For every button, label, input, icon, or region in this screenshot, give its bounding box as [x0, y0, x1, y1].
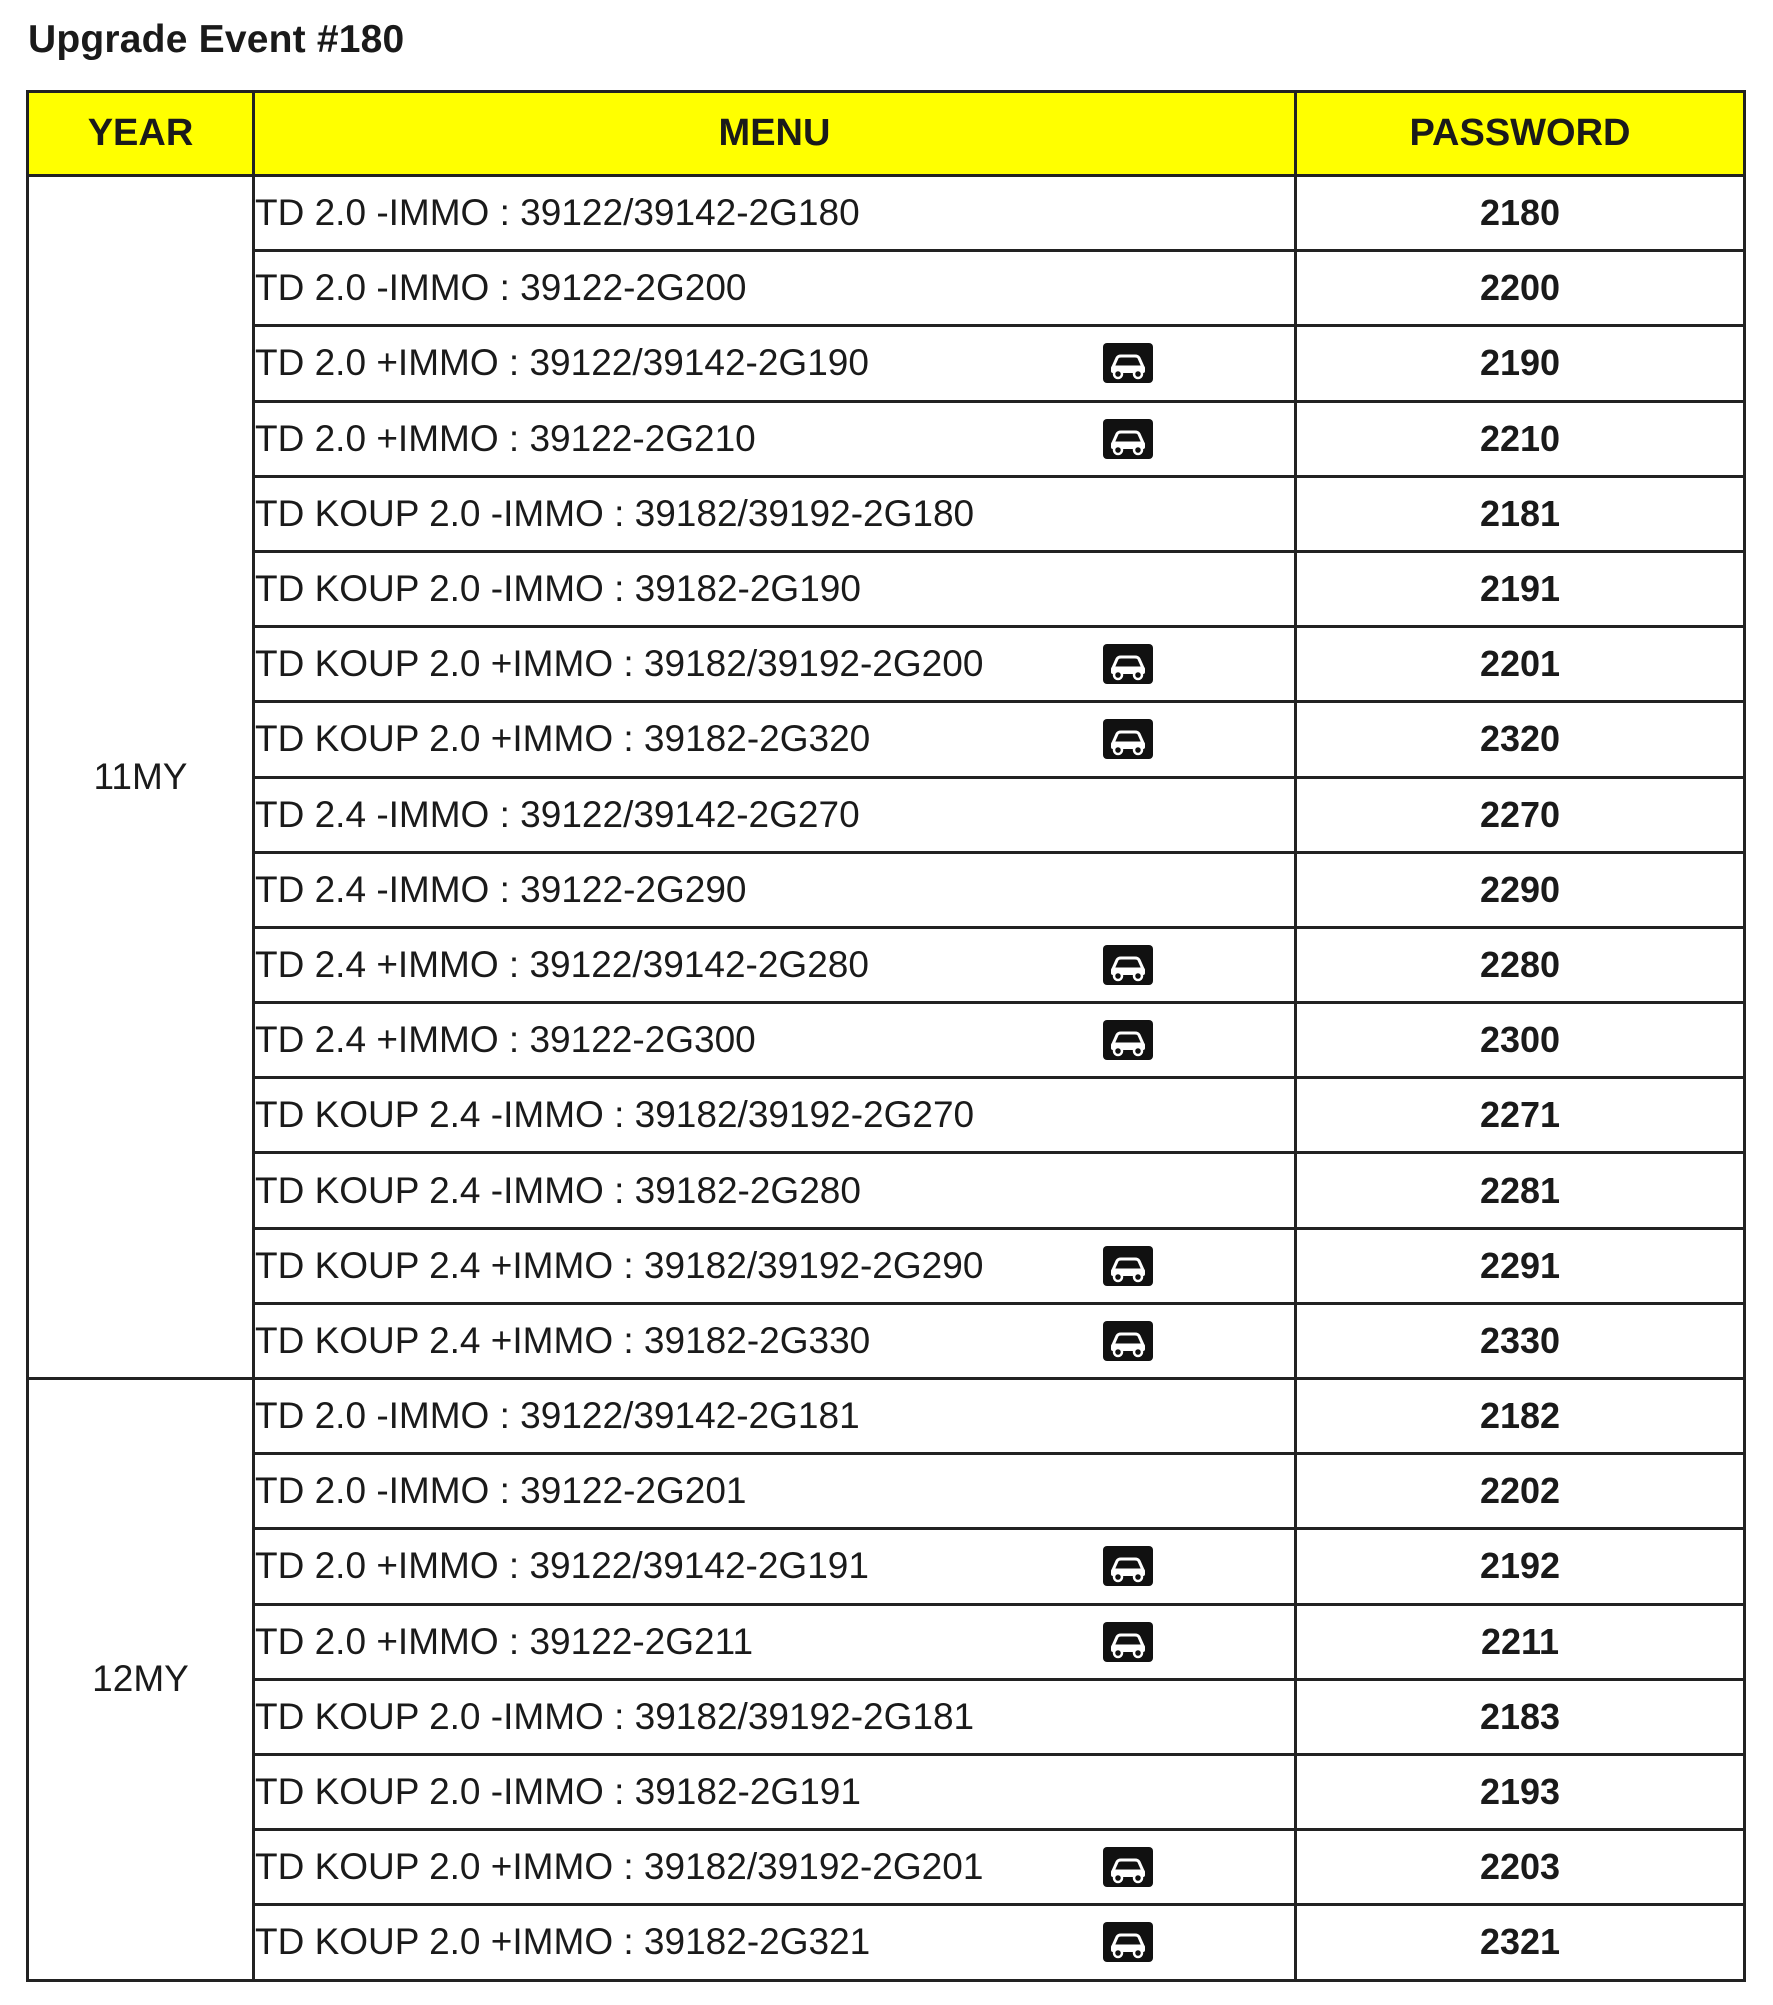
- menu-label: TD KOUP 2.0 +IMMO : 39182/39192-2G201: [255, 1846, 984, 1888]
- menu-column-header: MENU: [254, 92, 1296, 176]
- menu-label: TD KOUP 2.0 +IMMO : 39182-2G320: [255, 718, 871, 760]
- menu-cell: [254, 702, 1296, 777]
- menu-label: TD KOUP 2.0 -IMMO : 39182/39192-2G181: [255, 1695, 975, 1737]
- menu-label: TD 2.0 +IMMO : 39122/39142-2G190: [255, 342, 869, 384]
- car-key-icon: [1103, 1922, 1153, 1962]
- menu-cell: [254, 476, 1296, 551]
- table-row: [28, 1830, 1745, 1905]
- year-cell: 12MY: [28, 1379, 254, 1981]
- password-cell: 2201: [1296, 627, 1745, 702]
- year-column-header: YEAR: [28, 92, 254, 176]
- menu-cell: [254, 251, 1296, 326]
- table-row: [28, 1003, 1745, 1078]
- menu-cell: [254, 1454, 1296, 1529]
- menu-label: TD 2.0 +IMMO : 39122-2G211: [255, 1620, 754, 1662]
- menu-cell: [254, 1679, 1296, 1754]
- car-key-icon: [1103, 1546, 1153, 1586]
- menu-cell: [254, 1604, 1296, 1679]
- password-cell: 2291: [1296, 1228, 1745, 1303]
- menu-cell: [254, 1303, 1296, 1378]
- table-row: [28, 1303, 1745, 1378]
- menu-cell: [254, 1754, 1296, 1829]
- car-key-icon: [1103, 719, 1153, 759]
- menu-label: TD 2.4 +IMMO : 39122/39142-2G280: [255, 943, 869, 985]
- password-cell: 2203: [1296, 1830, 1745, 1905]
- menu-cell: [254, 1228, 1296, 1303]
- menu-label: TD 2.4 -IMMO : 39122/39142-2G270: [255, 793, 860, 835]
- car-key-icon: [1103, 1246, 1153, 1286]
- table-header-row: [28, 92, 1745, 176]
- menu-cell: [254, 1905, 1296, 1980]
- password-cell: 2190: [1296, 326, 1745, 401]
- table-row: [28, 251, 1745, 326]
- car-key-icon: [1103, 1020, 1153, 1060]
- menu-cell: [254, 927, 1296, 1002]
- password-cell: 2210: [1296, 401, 1745, 476]
- menu-cell: [254, 1830, 1296, 1905]
- password-cell: 2191: [1296, 551, 1745, 626]
- table-row: [28, 927, 1745, 1002]
- menu-label: TD KOUP 2.4 +IMMO : 39182-2G330: [255, 1319, 871, 1361]
- menu-cell: [254, 627, 1296, 702]
- menu-label: TD KOUP 2.0 -IMMO : 39182/39192-2G180: [255, 492, 975, 534]
- menu-cell: [254, 401, 1296, 476]
- password-cell: 2193: [1296, 1754, 1745, 1829]
- menu-cell: [254, 1153, 1296, 1228]
- menu-label: TD 2.0 -IMMO : 39122/39142-2G180: [255, 192, 860, 234]
- menu-label: TD 2.0 -IMMO : 39122-2G201: [255, 1470, 747, 1512]
- password-cell: 2281: [1296, 1153, 1745, 1228]
- car-key-icon: [1103, 945, 1153, 985]
- menu-cell: [254, 1529, 1296, 1604]
- car-key-icon: [1103, 1622, 1153, 1662]
- car-key-icon: [1103, 343, 1153, 383]
- menu-label: TD KOUP 2.0 +IMMO : 39182/39192-2G200: [255, 643, 984, 685]
- menu-cell: [254, 852, 1296, 927]
- password-cell: 2180: [1296, 176, 1745, 251]
- table-row: [28, 1379, 1745, 1454]
- menu-label: TD KOUP 2.0 +IMMO : 39182-2G321: [255, 1921, 871, 1963]
- menu-cell: [254, 176, 1296, 251]
- upgrade-password-table: [26, 90, 1746, 1982]
- table-row: [28, 551, 1745, 626]
- car-key-icon: [1103, 644, 1153, 684]
- password-cell: 2320: [1296, 702, 1745, 777]
- menu-label: TD 2.4 -IMMO : 39122-2G290: [255, 868, 747, 910]
- table-row: [28, 1905, 1745, 1980]
- table-row: [28, 777, 1745, 852]
- password-cell: 2200: [1296, 251, 1745, 326]
- menu-cell: [254, 777, 1296, 852]
- menu-cell: [254, 1003, 1296, 1078]
- car-key-icon: [1103, 1321, 1153, 1361]
- table-row: [28, 176, 1745, 251]
- menu-label: TD 2.4 +IMMO : 39122-2G300: [255, 1019, 756, 1061]
- table-row: [28, 627, 1745, 702]
- password-column-header: PASSWORD: [1296, 92, 1745, 176]
- menu-label: TD KOUP 2.4 -IMMO : 39182-2G280: [255, 1169, 861, 1211]
- car-key-icon: [1103, 1847, 1153, 1887]
- password-cell: 2280: [1296, 927, 1745, 1002]
- table-row: [28, 1078, 1745, 1153]
- menu-label: TD KOUP 2.4 -IMMO : 39182/39192-2G270: [255, 1094, 975, 1136]
- table-row: [28, 1454, 1745, 1529]
- table-body: [28, 176, 1745, 1981]
- year-cell: 11MY: [28, 176, 254, 1379]
- password-cell: 2330: [1296, 1303, 1745, 1378]
- menu-label: TD 2.0 -IMMO : 39122-2G200: [255, 267, 747, 309]
- table-row: [28, 401, 1745, 476]
- menu-cell: [254, 1379, 1296, 1454]
- password-cell: 2181: [1296, 476, 1745, 551]
- password-cell: 2202: [1296, 1454, 1745, 1529]
- menu-label: TD 2.0 -IMMO : 39122/39142-2G181: [255, 1395, 860, 1437]
- menu-cell: [254, 1078, 1296, 1153]
- password-cell: 2270: [1296, 777, 1745, 852]
- password-cell: 2182: [1296, 1379, 1745, 1454]
- table-row: [28, 1153, 1745, 1228]
- table-row: [28, 702, 1745, 777]
- menu-cell: [254, 551, 1296, 626]
- password-cell: 2211: [1296, 1604, 1745, 1679]
- page-title: Upgrade Event #180: [28, 18, 405, 61]
- password-cell: 2321: [1296, 1905, 1745, 1980]
- password-cell: 2300: [1296, 1003, 1745, 1078]
- table-row: [28, 476, 1745, 551]
- table-row: [28, 326, 1745, 401]
- password-cell: 2271: [1296, 1078, 1745, 1153]
- table-row: [28, 1228, 1745, 1303]
- table-row: [28, 1529, 1745, 1604]
- menu-label: TD 2.0 +IMMO : 39122-2G210: [255, 417, 756, 459]
- table-row: [28, 1679, 1745, 1754]
- password-cell: 2192: [1296, 1529, 1745, 1604]
- menu-label: TD KOUP 2.4 +IMMO : 39182/39192-2G290: [255, 1244, 984, 1286]
- table-row: [28, 852, 1745, 927]
- car-key-icon: [1103, 419, 1153, 459]
- table-row: [28, 1754, 1745, 1829]
- password-cell: 2290: [1296, 852, 1745, 927]
- password-cell: 2183: [1296, 1679, 1745, 1754]
- menu-cell: [254, 326, 1296, 401]
- menu-label: TD KOUP 2.0 -IMMO : 39182-2G190: [255, 568, 861, 610]
- table-row: [28, 1604, 1745, 1679]
- menu-label: TD 2.0 +IMMO : 39122/39142-2G191: [255, 1545, 869, 1587]
- menu-label: TD KOUP 2.0 -IMMO : 39182-2G191: [255, 1771, 861, 1813]
